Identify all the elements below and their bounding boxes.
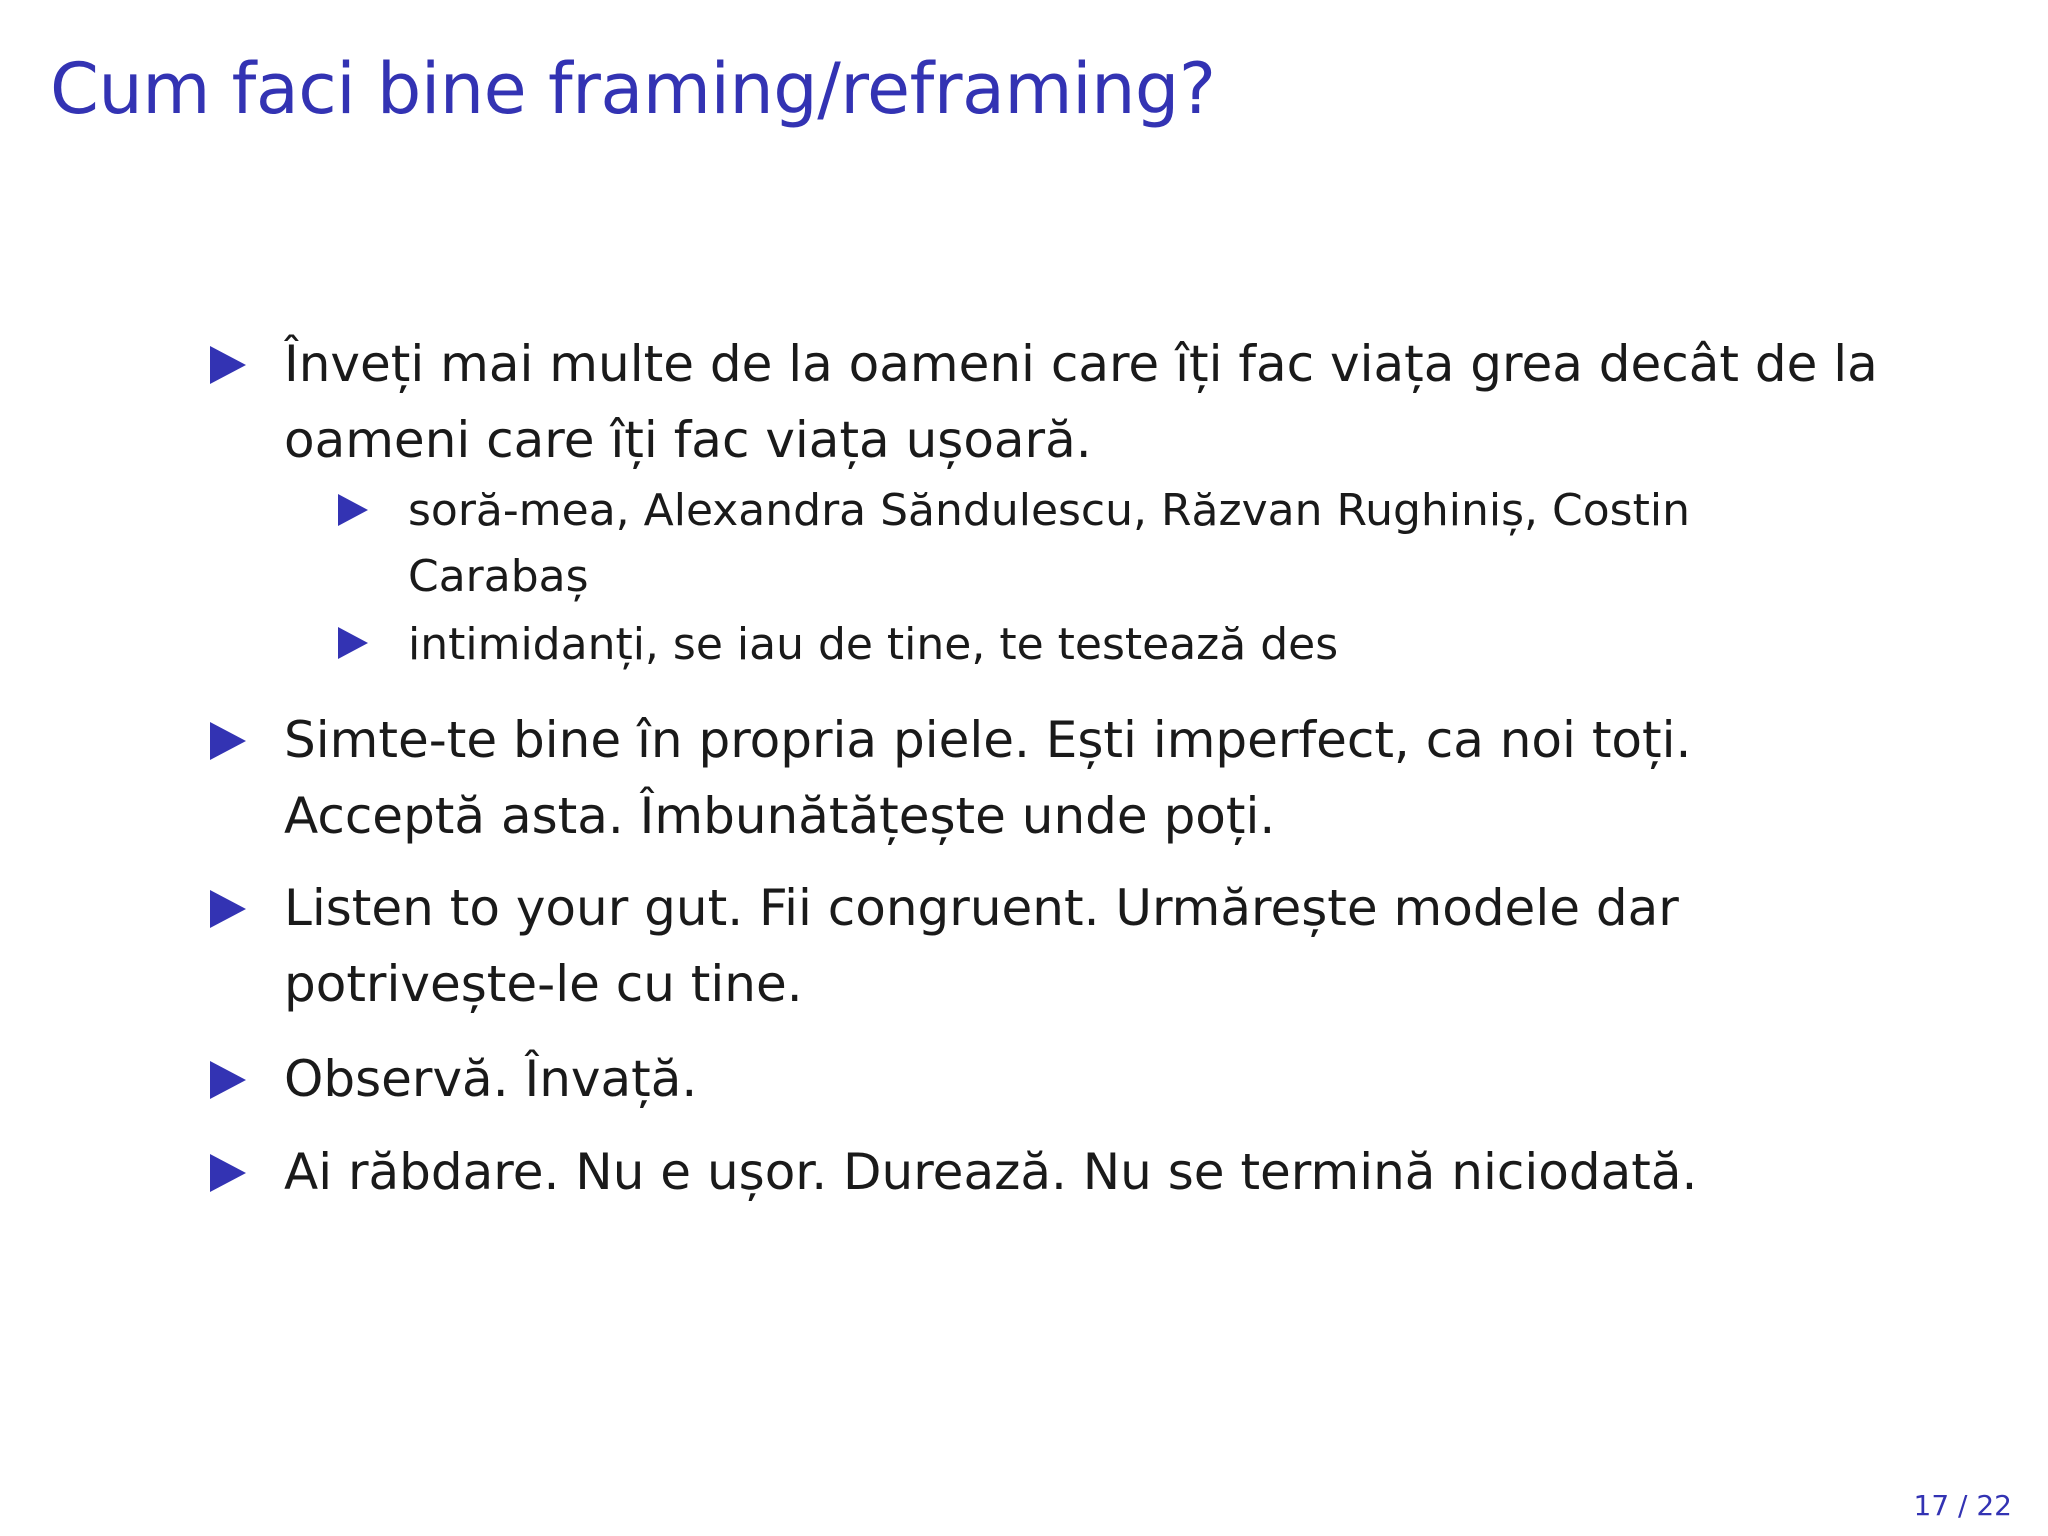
list-item: Înveți mai multe de la oameni care îți fac viața grea decât de la oameni care îți fac viața ușoară. <box>284 335 1878 469</box>
sub-bullet-triangle-icon <box>338 627 368 659</box>
bullet-triangle-icon <box>210 1154 246 1192</box>
list-item: Ai răbdare. Nu e ușor. Durează. Nu se termină niciodată. <box>284 1143 1698 1201</box>
sub-list-item: soră-mea, Alexandra Săndulescu, Răzvan Rughiniș, Costin Carabaș <box>408 485 1690 602</box>
list-item: Simte-te bine în propria piele. Ești imperfect, ca noi toți. Acceptă asta. Îmbunătățește unde poți. <box>284 711 1692 845</box>
bullet-triangle-icon <box>210 890 246 928</box>
bullet-triangle-icon <box>210 722 246 760</box>
sub-bullet-triangle-icon <box>338 494 368 526</box>
sub-list-item: intimidanți, se iau de tine, te testează des <box>408 619 1339 670</box>
list-item: Listen to your gut. Fii congruent. Urmărește modele dar potrivește-le cu tine. <box>284 879 1679 1013</box>
bullet-triangle-icon <box>210 346 246 384</box>
slide-title: Cum faci bine framing/reframing? <box>50 48 1216 130</box>
bullet-triangle-icon <box>210 1061 246 1099</box>
page-number: 17 / 22 <box>1913 1489 2012 1522</box>
list-item: Observă. Învață. <box>284 1050 698 1108</box>
